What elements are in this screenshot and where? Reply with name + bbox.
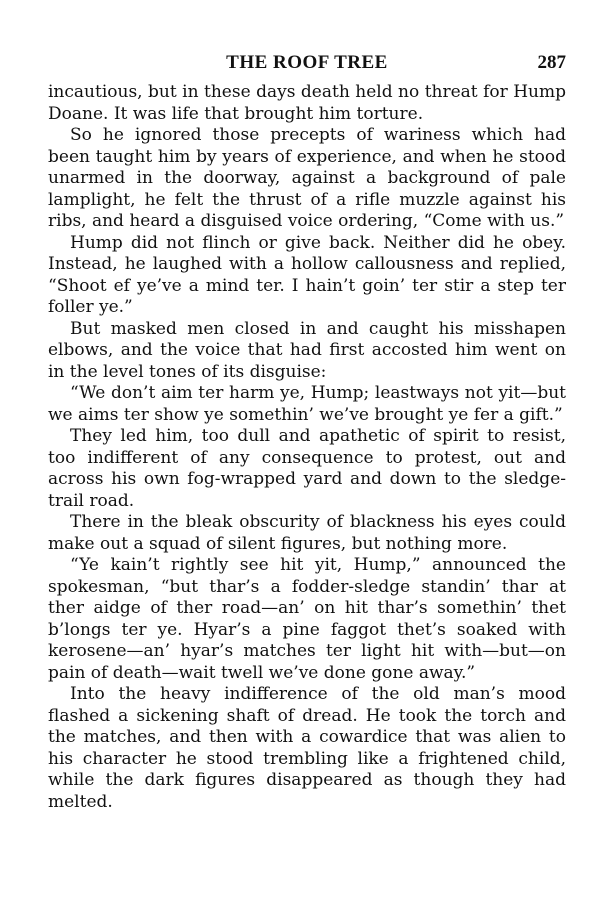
paragraph: But masked men closed in and caught his misshapen elbows, and the voice that had first accosted him went on in the level tones of its disguise: [48,318,566,382]
page-number: 287 [537,52,566,73]
paragraph: So he ignored those precepts of wariness which had been taught him by years of experience, and when he stood unarmed in the doorway, against a background of pale lamplight, he felt the thrust of a rifle muzzle against his ribs, and heard a disguised voice ordering, “Come with us.” [48,125,566,231]
book-page [48,52,566,813]
paragraph: “Ye kain’t rightly see hit yit, Hump,” announced the spokesman, “but thar’s a fodder-sledge standin’ thar at ther aidge of ther road—an’ on hit thar’s somethin’ thet b’longs ter ye. Hyar’s a pine faggot thet’s soaked with kerosene—an’ hyar’s matches ter light hit with—but—on pain of death—wait twell we’ve done gone away.” [48,555,566,683]
paragraph: They led him, too dull and apathetic of spirit to resist, too indifferent of any consequence to protest, out and across his own fog-wrapped yard and down to the sledge-trail road. [48,426,566,511]
body-text [48,82,566,813]
page-header [48,52,566,82]
paragraph: Into the heavy indifference of the old man’s mood flashed a sickening shaft of dread. He took the torch and the matches, and then with a cowardice that was alien to his character he stood trembling like a frightened child, while the dark figures disappeared as though they had melted. [48,684,566,812]
paragraph: Hump did not flinch or give back. Neither did he obey. Instead, he laughed with a hollow callousness and replied, “Shoot ef ye’ve a mind ter. I hain’t goin’ ter stir a step ter foller ye.” [48,232,566,317]
paragraph: “We don’t aim ter harm ye, Hump; leastways not yit—but we aims ter show ye somethin’ we’ve brought ye fer a gift.” [48,383,566,425]
running-title: THE ROOF TREE [226,52,388,73]
paragraph: There in the bleak obscurity of blackness his eyes could make out a squad of silent figures, but nothing more. [48,512,566,554]
paragraph: incautious, but in these days death held no threat for Hump Doane. It was life that brought him torture. [48,82,566,124]
